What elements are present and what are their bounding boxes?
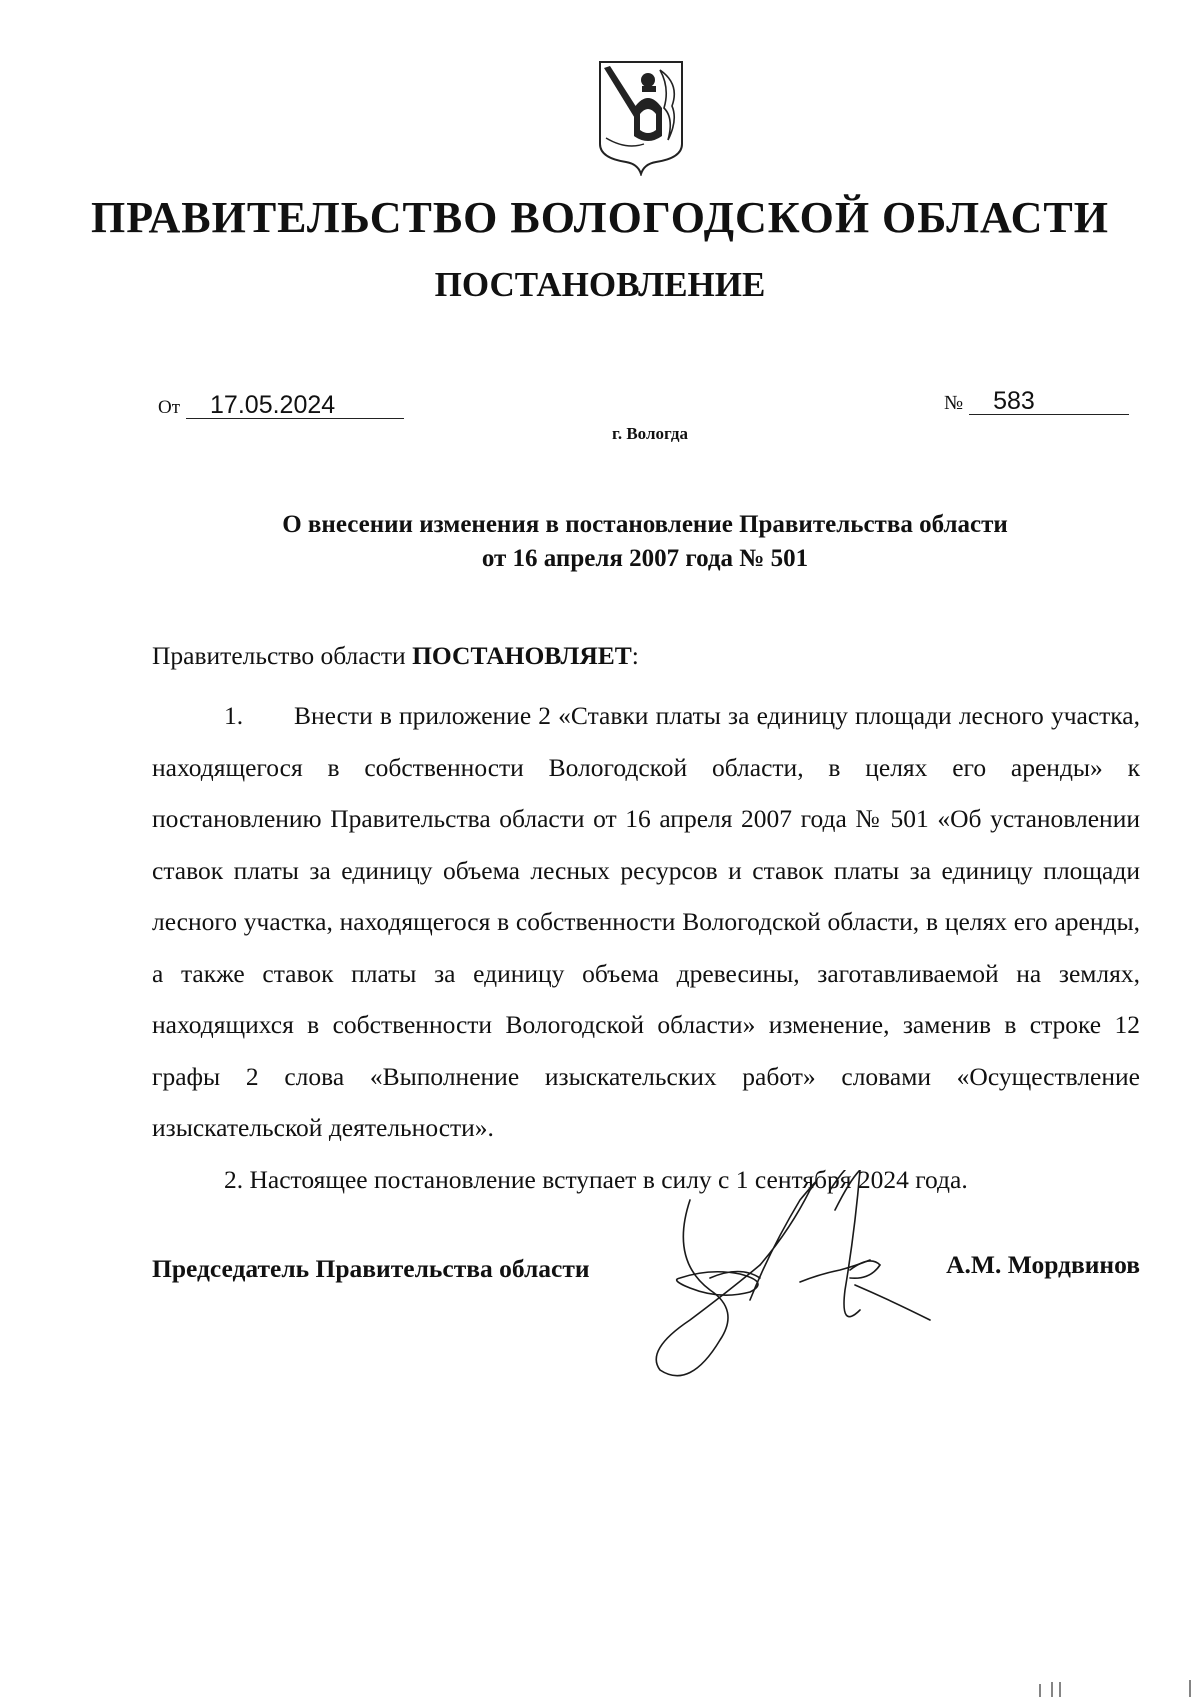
paragraph-1	[152, 690, 1140, 1154]
number-field	[944, 388, 1129, 415]
preamble	[152, 636, 1140, 676]
preamble-suffix: :	[631, 641, 639, 670]
subject-line-1: О внесении изменения в постановление Правительства области	[282, 511, 1008, 538]
document-type-title: ПОСТАНОВЛЕНИЕ	[434, 265, 766, 304]
number-value: 583	[969, 388, 1129, 415]
signatory-title: Председатель Правительства области	[152, 1254, 590, 1283]
paragraph-2: 2. Настоящее постановление вступает в силу с 1 сентября 2024 года.	[224, 1164, 968, 1194]
preamble-keyword: ПОСТАНОВЛЯЕТ	[412, 641, 632, 670]
document-subject	[0, 508, 1200, 576]
preamble-prefix: Правительство области	[152, 641, 413, 670]
paragraph-1-number: 1.	[224, 701, 244, 730]
subject-line-2: от 16 апреля 2007 года № 501	[481, 545, 809, 572]
date-value: 17.05.2024	[186, 392, 404, 419]
handwritten-signature-icon	[650, 1170, 950, 1400]
signatory-name: А.М. Мордвинов	[946, 1250, 1140, 1279]
city-label: г. Вологда	[612, 424, 688, 443]
number-label: №	[944, 392, 964, 414]
organization-title: ПРАВИТЕЛЬСТВО ВОЛОГОДСКОЙ ОБЛАСТИ	[91, 193, 1109, 242]
paragraph-1-text: Внести в приложение 2 «Ставки платы за единицу площади лесного участка, находящегося в собственности Вологодской области, в целях его аренды» к постановлению Правительства области от 16 апреля 2007 года № 501 «Об установлении ставок платы за единицу объема лесных ресурсов и ставок платы за единицу площади лесного участка, находящегося в собственности Вологодской области, в целях его аренды, а также ставок платы за единицу объема древесины, заготавливаемой на землях, находящихся в собственности Вологодской области» изменение, заменив в строке 12 графы 2 слова «Выполнение изыскательских работ» словами «Осуществление изыскательской деятельности».	[152, 701, 1140, 1142]
document-body	[152, 636, 1140, 1205]
scan-edge-marks	[1030, 1672, 1200, 1697]
coat-of-arms-icon	[596, 58, 686, 176]
date-label: От	[158, 397, 181, 418]
date-field	[158, 392, 404, 419]
